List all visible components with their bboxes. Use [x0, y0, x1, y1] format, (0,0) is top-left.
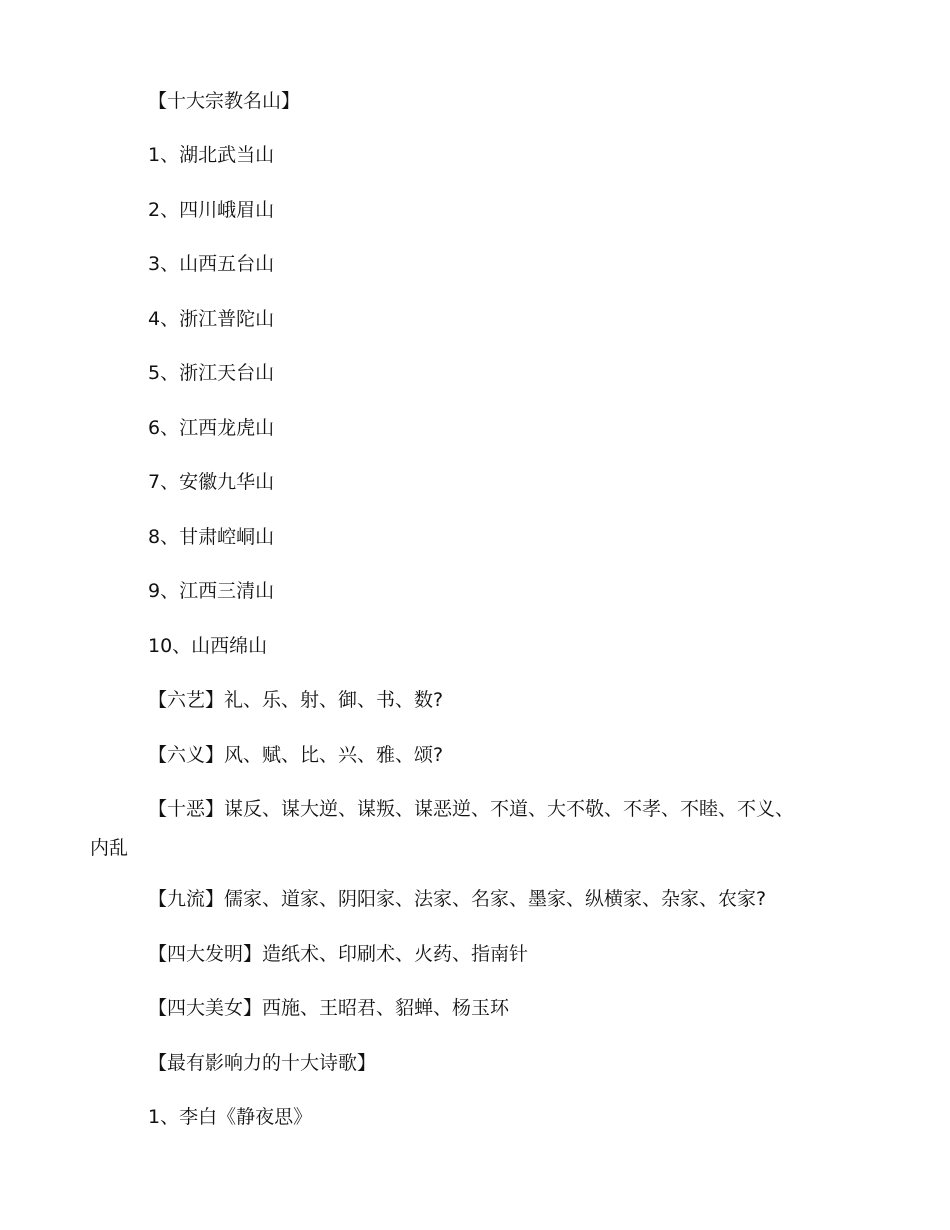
list-item: 4、浙江普陀山 — [148, 308, 275, 330]
list-item: 1、湖北武当山 — [148, 144, 275, 166]
paragraph-nine-schools: 【九流】儒家、道家、阴阳家、法家、名家、墨家、纵横家、杂家、农家? — [148, 888, 767, 910]
list-item: 5、浙江天台山 — [148, 362, 275, 384]
paragraph-four-inventions: 【四大发明】造纸术、印刷术、火药、指南针 — [148, 943, 529, 965]
paragraph-four-beauties: 【四大美女】西施、王昭君、貂蝉、杨玉环 — [148, 997, 510, 1019]
paragraph-ten-evils: 【十恶】谋反、谋大逆、谋叛、谋恶逆、不道、大不敬、不孝、不睦、不义、 — [148, 798, 795, 820]
list-item: 3、山西五台山 — [148, 253, 275, 275]
heading-ten-poems: 【最有影响力的十大诗歌】 — [148, 1052, 377, 1074]
list-item: 2、四川峨眉山 — [148, 199, 275, 221]
list-item: 10、山西绵山 — [148, 635, 268, 657]
list-item: 8、甘肃崆峒山 — [148, 526, 275, 548]
paragraph-six-principles: 【六义】风、赋、比、兴、雅、颂? — [148, 744, 444, 766]
list-item: 9、江西三清山 — [148, 580, 275, 602]
list-item: 6、江西龙虎山 — [148, 417, 275, 439]
list-item: 1、李白《静夜思》 — [148, 1106, 313, 1128]
paragraph-ten-evils-continued: 内乱 — [90, 837, 129, 859]
heading-religious-mountains: 【十大宗教名山】 — [148, 90, 301, 112]
paragraph-six-arts: 【六艺】礼、乐、射、御、书、数? — [148, 689, 444, 711]
list-item: 7、安徽九华山 — [148, 471, 275, 493]
